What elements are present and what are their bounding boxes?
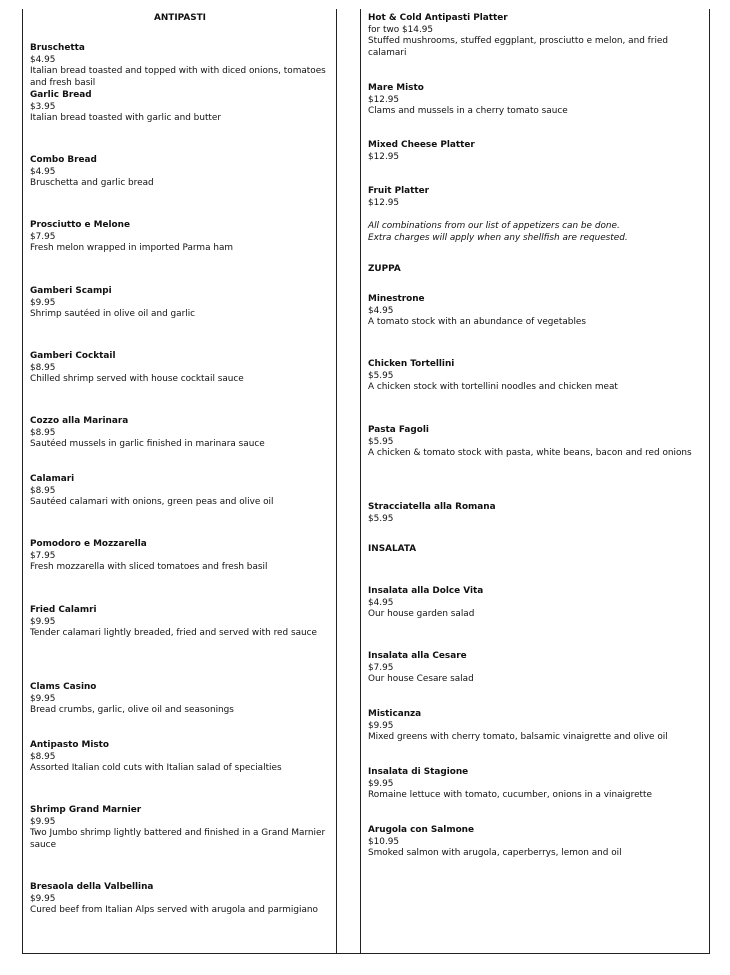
item-name: Insalata di Stagione: [368, 767, 469, 777]
item-desc: Fresh melon wrapped in imported Parma ham: [30, 243, 234, 254]
combination-note: [368, 221, 698, 244]
item-price: $5.95: [368, 370, 394, 381]
item-desc: Mixed greens with cherry tomato, balsamic vinaigrette and olive oil: [368, 732, 668, 743]
item-name: Arugola con Salmone: [368, 825, 475, 835]
menu-item: [30, 805, 330, 851]
item-price: $7.95: [30, 231, 56, 242]
menu-item: [30, 351, 330, 386]
item-desc: Two Jumbo shrimp lightly battered and finished in a Grand Marnier sauce: [30, 828, 326, 850]
menu-item: [368, 709, 698, 744]
item-desc: Sautéed mussels in garlic finished in marinara sauce: [30, 439, 265, 450]
item-price: $4.95: [30, 166, 56, 177]
item-desc: Clams and mussels in a cherry tomato sauce: [368, 106, 568, 117]
item-price: $12.95: [368, 94, 400, 105]
item-price: $9.95: [30, 693, 56, 704]
item-desc: Bread crumbs, garlic, olive oil and seasonings: [30, 705, 234, 716]
menu-item: [368, 294, 698, 329]
item-name: Calamari: [30, 474, 75, 484]
item-desc: Shrimp sautéed in olive oil and garlic: [30, 309, 196, 320]
menu-item: [30, 43, 330, 89]
item-price: $5.95: [368, 513, 394, 524]
item-name: Prosciutto e Melone: [30, 220, 130, 230]
item-price: $10.95: [368, 836, 400, 847]
item-desc: Our house Cesare salad: [368, 674, 474, 685]
item-price: $9.95: [368, 778, 394, 789]
item-desc: Bruschetta and garlic bread: [30, 178, 154, 189]
menu-item: [30, 605, 330, 640]
item-price: for two $14.95: [368, 24, 434, 35]
item-name: Chicken Tortellini: [368, 359, 455, 369]
item-desc: Tender calamari lightly breaded, fried and served with red sauce: [30, 628, 317, 639]
menu-item: [30, 474, 330, 509]
column-divider-left: [336, 9, 337, 953]
item-name: Pomodoro e Mozzarella: [30, 539, 147, 549]
item-price: $9.95: [30, 616, 56, 627]
item-name: Shrimp Grand Marnier: [30, 805, 142, 815]
menu-item: [30, 882, 330, 917]
item-name: Insalata alla Cesare: [368, 651, 467, 661]
menu-item: [30, 286, 330, 321]
item-name: Fruit Platter: [368, 186, 429, 196]
item-price: $4.95: [30, 54, 56, 65]
item-name: Minestrone: [368, 294, 425, 304]
item-desc: A chicken & tomato stock with pasta, white beans, bacon and red onions: [368, 448, 692, 459]
item-desc: Italian bread toasted and topped with with diced onions, tomatoes and fresh basil: [30, 66, 326, 88]
item-name: Antipasto Misto: [30, 740, 110, 750]
item-name: Pasta Fagoli: [368, 425, 429, 435]
item-price: $12.95: [368, 151, 400, 162]
item-desc: Sautéed calamari with onions, green peas and olive oil: [30, 497, 274, 508]
menu-item: [30, 682, 330, 717]
item-name: Stracciatella alla Romana: [368, 502, 496, 512]
item-name: Hot & Cold Antipasti Platter: [368, 13, 508, 23]
menu-item: [368, 83, 698, 118]
menu-item: [368, 825, 698, 860]
insalata-header: INSALATA: [368, 544, 417, 554]
item-name: Cozzo alla Marinara: [30, 416, 129, 426]
item-price: $8.95: [30, 751, 56, 762]
menu-item: [368, 186, 698, 209]
menu-item: [30, 740, 330, 775]
menu-item: [368, 767, 698, 802]
menu-item: [30, 90, 330, 125]
item-desc: Cured beef from Italian Alps served with arugola and parmigiano: [30, 905, 318, 916]
menu-item: [368, 586, 698, 621]
menu-item: [368, 502, 698, 525]
item-price: $8.95: [30, 485, 56, 496]
item-name: Bruschetta: [30, 43, 85, 53]
item-desc: Smoked salmon with arugola, caperberrys, lemon and oil: [368, 848, 622, 859]
item-name: Gamberi Cocktail: [30, 351, 116, 361]
item-price: $7.95: [368, 662, 394, 673]
item-name: Mixed Cheese Platter: [368, 140, 475, 150]
item-price: $3.95: [30, 101, 56, 112]
zuppa-header: ZUPPA: [368, 264, 401, 274]
item-name: Bresaola della Valbellina: [30, 882, 154, 892]
menu-item: [368, 359, 698, 394]
item-name: Fried Calamri: [30, 605, 97, 615]
item-desc: Our house garden salad: [368, 609, 475, 620]
item-name: Insalata alla Dolce Vita: [368, 586, 484, 596]
item-price: $8.95: [30, 427, 56, 438]
antipasti-header: ANTIPASTI: [154, 13, 206, 23]
item-desc: A chicken stock with tortellini noodles and chicken meat: [368, 382, 618, 393]
item-price: $12.95: [368, 197, 400, 208]
item-price: $9.95: [30, 893, 56, 904]
item-desc: Romaine lettuce with tomato, cucumber, onions in a vinaigrette: [368, 790, 652, 801]
item-price: $4.95: [368, 597, 394, 608]
column-divider-right: [360, 9, 361, 953]
item-desc: Italian bread toasted with garlic and butter: [30, 113, 222, 124]
item-desc: Stuffed mushrooms, stuffed eggplant, prosciutto e melon, and fried calamari: [368, 36, 669, 58]
item-desc: Fresh mozzarella with sliced tomatoes and fresh basil: [30, 562, 268, 573]
item-price: $9.95: [368, 720, 394, 731]
item-name: Gamberi Scampi: [30, 286, 112, 296]
menu-item: [30, 416, 330, 451]
item-price: $4.95: [368, 305, 394, 316]
menu-item: [368, 651, 698, 686]
item-name: Garlic Bread: [30, 90, 92, 100]
note-line: Extra charges will apply when any shellfish are requested.: [368, 232, 628, 243]
item-price: $9.95: [30, 816, 56, 827]
item-name: Misticanza: [368, 709, 422, 719]
item-price: $5.95: [368, 436, 394, 447]
item-desc: Assorted Italian cold cuts with Italian salad of specialties: [30, 763, 282, 774]
item-price: $9.95: [30, 297, 56, 308]
item-name: Mare Misto: [368, 83, 424, 93]
menu-item: [30, 220, 330, 255]
item-desc: A tomato stock with an abundance of vegetables: [368, 317, 586, 328]
menu-item: [30, 155, 330, 190]
item-price: $8.95: [30, 362, 56, 373]
menu-item: [368, 140, 698, 163]
item-desc: Chilled shrimp served with house cocktail sauce: [30, 374, 244, 385]
note-line: All combinations from our list of appetizers can be done.: [368, 221, 620, 231]
menu-item: [368, 425, 698, 460]
menu-item: [30, 539, 330, 574]
item-price: $7.95: [30, 550, 56, 561]
item-name: Combo Bread: [30, 155, 97, 165]
item-name: Clams Casino: [30, 682, 97, 692]
menu-item: [368, 13, 698, 59]
